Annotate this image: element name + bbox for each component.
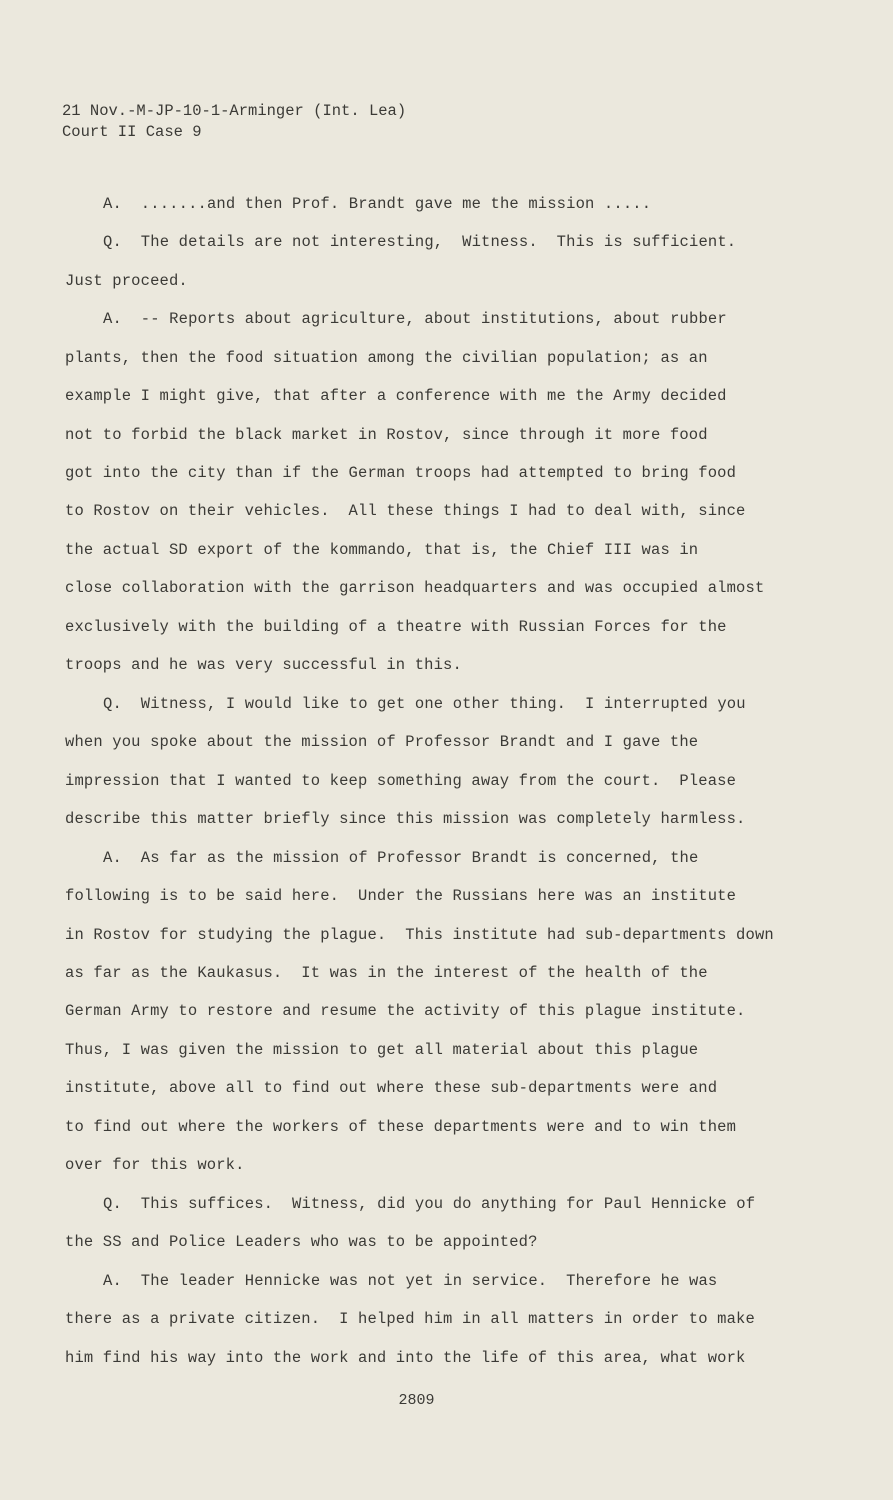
transcript-line: to Rostov on their vehicles. All these things I had to deal with, since <box>65 502 746 520</box>
transcript-line: in Rostov for studying the plague. This institute had sub-departments down <box>65 926 774 944</box>
transcript-line: the actual SD export of the kommando, that is, the Chief III was in <box>65 541 699 559</box>
transcript-line: exclusively with the building of a theatre with Russian Forces for the <box>65 618 727 636</box>
transcript-line: Q. Witness, I would like to get one other thing. I interrupted you <box>103 695 746 713</box>
transcript-line: A. The leader Hennicke was not yet in service. Therefore he was <box>103 1272 718 1290</box>
case-header <box>62 101 406 143</box>
transcript-line: impression that I wanted to keep something away from the court. Please <box>65 772 737 790</box>
transcript-line: the SS and Police Leaders who was to be appointed? <box>65 1233 538 1251</box>
transcript-line: to find out where the workers of these departments were and to win them <box>65 1118 737 1136</box>
transcript-line: Q. The details are not interesting, Witness. This is sufficient. <box>103 233 737 251</box>
transcript-line: got into the city than if the German troops had attempted to bring food <box>65 464 737 482</box>
transcript-line: Q. This suffices. Witness, did you do anything for Paul Hennicke of <box>103 1195 756 1213</box>
transcript-line: when you spoke about the mission of Professor Brandt and I gave the <box>65 733 699 751</box>
transcript-line: there as a private citizen. I helped him in all matters in order to make <box>65 1310 755 1328</box>
transcript-line: example I might give, that after a conference with me the Army decided <box>65 387 727 405</box>
transcript-line: German Army to restore and resume the activity of this plague institute. <box>65 1002 746 1020</box>
header-line-1: 21 Nov.-M-JP-10-1-Arminger (Int. Lea) <box>62 102 407 120</box>
transcript-line: A. As far as the mission of Professor Brandt is concerned, the <box>103 849 699 867</box>
transcript-line: institute, above all to find out where these sub-departments were and <box>65 1079 718 1097</box>
transcript-line: Thus, I was given the mission to get all material about this plague <box>65 1041 699 1059</box>
transcript-line: as far as the Kaukasus. It was in the interest of the health of the <box>65 964 708 982</box>
transcript-line: describe this matter briefly since this mission was completely harmless. <box>65 810 746 828</box>
transcript-line: him find his way into the work and into the life of this area, what work <box>65 1349 746 1367</box>
transcript-line: following is to be said here. Under the Russians here was an institute <box>65 887 737 905</box>
transcript-line: over for this work. <box>65 1156 245 1174</box>
transcript-line: Just proceed. <box>65 272 188 290</box>
transcript-line: A. .......and then Prof. Brandt gave me the mission ..... <box>103 195 652 213</box>
header-line-2: Court II Case 9 <box>62 123 202 141</box>
transcript-line: not to forbid the black market in Rostov, since through it more food <box>65 426 708 444</box>
transcript-line: plants, then the food situation among the civilian population; as an <box>65 349 708 367</box>
page-number: 2809 <box>398 1392 435 1409</box>
transcript-line: A. -- Reports about agriculture, about institutions, about rubber <box>103 310 727 328</box>
transcript-line: close collaboration with the garrison headquarters and was occupied almost <box>65 579 765 597</box>
transcript-line: troops and he was very successful in this. <box>65 656 462 674</box>
